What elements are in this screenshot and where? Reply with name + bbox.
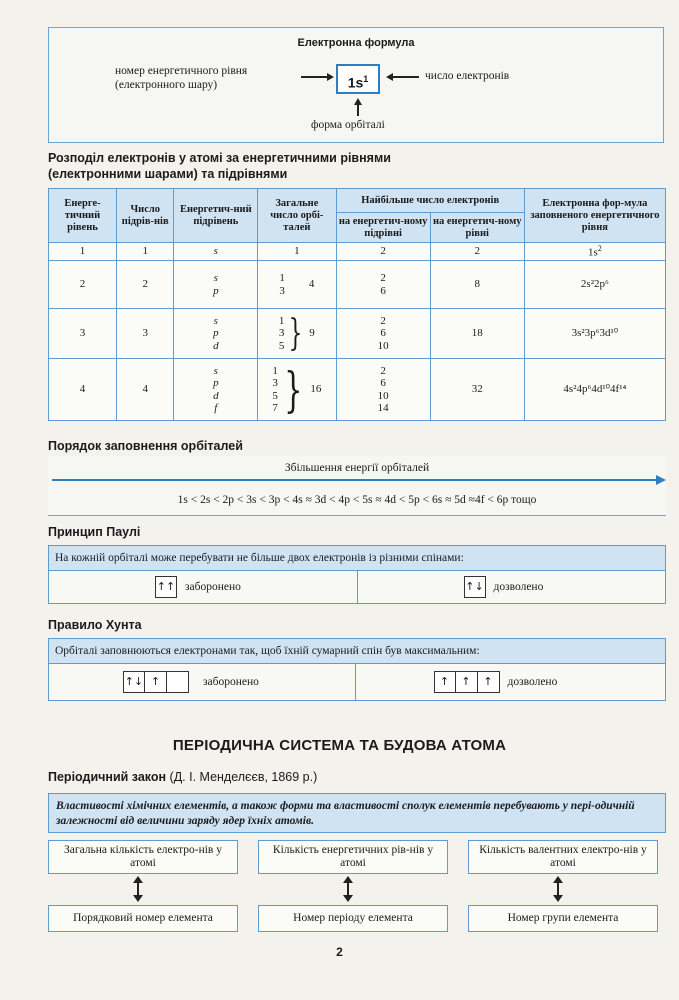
orbital-total: 9: [309, 327, 315, 340]
law-title: Періодичний закон: [48, 770, 167, 784]
header-orbitals: Загальне число орбі-талей: [258, 189, 336, 243]
config-formula: 4s²4p⁶4d¹⁰4f¹⁴: [563, 383, 627, 396]
orbital-counts: [272, 365, 278, 415]
electron-distribution-table: [48, 188, 666, 421]
link-bottom-group: Номер групи елемента: [468, 905, 658, 932]
level-cell: 1: [49, 243, 117, 261]
header-config: Електронна фор-мула заповненого енергетичного рівня: [524, 189, 665, 243]
config-formula: 3s²3p⁶3d¹⁰: [571, 327, 619, 340]
orbital-cell: ↑: [434, 671, 456, 693]
formula-level-label: [115, 64, 247, 92]
max-sublevel-cell: [336, 261, 430, 309]
orbital-cell: ↑: [145, 671, 167, 693]
orbital-counts: [279, 272, 285, 297]
header-sublevel-count: Число підрів-нів: [116, 189, 174, 243]
header-max-electrons: Найбільше число електронів: [336, 189, 524, 213]
link-top-levels: Кількість енергетичних рів-нів у атомі: [258, 840, 448, 874]
orbital-count: 5: [272, 389, 278, 402]
energy-sequence: 1s < 2s < 2p < 3s < 3p < 4s ≈ 3d < 4p < 5s ≈ 4d < 5p < 6s ≈ 5d ≈4f < 6p тощо: [177, 494, 537, 506]
header-level: Енерге-тичний рівень: [49, 189, 117, 243]
config-cell: [524, 261, 665, 309]
header-max-level: на енергетич-ному рівні: [430, 213, 524, 243]
max-electrons-sublevel: 6: [380, 377, 386, 389]
max-electrons-sublevel: 10: [377, 339, 389, 352]
orbital-cell: [167, 671, 189, 693]
max-level-cell: 18: [430, 309, 524, 359]
level-cell: 3: [49, 309, 117, 359]
hund-allowed: [355, 664, 666, 700]
orbital-diagram: [155, 576, 177, 598]
max-sublevel-cell: [336, 309, 430, 359]
max-electrons-sublevel: 2: [380, 245, 386, 258]
hund-forbidden: [49, 664, 355, 700]
energy-arrow-line: [52, 479, 658, 481]
max-sublevel-cell: [336, 243, 430, 261]
orbital-count: 5: [278, 339, 285, 352]
orbital-diagram: [434, 671, 500, 693]
orbital-count: 3: [278, 327, 285, 340]
header-max-sublevel: на енергетич-ному підрівні: [336, 213, 430, 243]
double-arrow-icon: [137, 881, 139, 897]
orbital-cell: ↑↑: [155, 576, 177, 598]
electron-formula-box: [48, 27, 664, 143]
orbital-count: 1: [279, 272, 285, 284]
orbital-cell: ↑: [456, 671, 478, 693]
sublevel-symbol: p: [213, 327, 219, 340]
sublevel-cell: [174, 309, 258, 359]
sublevel-symbol: s: [213, 364, 218, 377]
orbitals-cell: [258, 309, 336, 359]
brace-icon: }: [288, 312, 303, 354]
level-cell: 4: [49, 359, 117, 421]
formula-example-main: 1s: [347, 74, 364, 91]
orbitals-cell: [258, 359, 336, 421]
config-cell: [524, 309, 665, 359]
sublevel-symbol: s: [213, 314, 218, 327]
pauli-allowed: [357, 571, 666, 603]
table-row: [49, 261, 666, 309]
formula-electron-count-label: число електронів: [425, 70, 510, 82]
config-sup: 2: [597, 244, 602, 254]
max-electrons-sublevel: 14: [377, 402, 389, 414]
distribution-heading: [48, 150, 391, 182]
double-arrow-icon: [557, 881, 559, 897]
law-heading: [48, 770, 317, 784]
orbital-diagram: [123, 671, 189, 693]
arrow-left-icon: [386, 73, 393, 81]
sublevel-symbol: s: [213, 245, 218, 258]
sublevel-count-cell: 1: [116, 243, 174, 261]
sublevel-symbol: p: [213, 284, 219, 297]
pauli-heading: Принцип Паулі: [48, 525, 141, 539]
max-electrons-sublevel: 2: [380, 364, 386, 377]
max-electrons-sublevel: 2: [380, 272, 386, 284]
sublevel-symbol: s: [213, 272, 218, 284]
orbital-count: 3: [279, 284, 285, 297]
sublevel-symbol: f: [214, 402, 218, 414]
orbital-count: 1: [278, 314, 285, 327]
double-arrow-icon: [347, 881, 349, 897]
allowed-label: дозволено: [507, 676, 558, 688]
orbitals-cell: [258, 243, 336, 261]
divider: [48, 515, 666, 516]
arrow-right-icon: [327, 73, 334, 81]
allowed-label: дозволено: [493, 581, 544, 593]
table-row: [49, 309, 666, 359]
sublevel-count-cell: 2: [116, 261, 174, 309]
config-cell: [524, 243, 665, 261]
formula-level-label-line2: (електронного шару): [115, 79, 218, 91]
orbital-counts: [279, 315, 285, 353]
link-bottom-period: Номер періоду елемента: [258, 905, 448, 932]
orbital-total: 4: [308, 278, 315, 291]
link-bottom-atomic-number: Порядковий номер елемента: [48, 905, 238, 932]
hund-box: [48, 638, 666, 701]
sublevel-count-cell: 3: [116, 309, 174, 359]
sublevel-symbol: d: [213, 389, 219, 402]
energy-arrow-label: Збільшення енергії орбіталей: [284, 462, 430, 474]
brace-icon: }: [283, 361, 303, 418]
orbital-cell: ↑↓: [123, 671, 145, 693]
forbidden-label: заборонено: [185, 581, 241, 593]
orbital-count: 1: [294, 245, 300, 258]
sublevel-cell: [174, 359, 258, 421]
law-text: Властивості хімічних елементів, а також форми та властивості сполук елементів перебувають у пері-одичній залежності від величини заряду ядер їхніх атомів.: [48, 793, 666, 833]
pauli-box: [48, 545, 666, 604]
formula-example: [336, 64, 380, 94]
table-row: [49, 243, 666, 261]
orbital-count: 1: [272, 364, 278, 377]
max-electrons-sublevel: 6: [380, 327, 386, 340]
orbital-count: 3: [272, 377, 278, 389]
formula-orbital-shape-label: форма орбіталі: [311, 119, 385, 131]
max-level-cell: 2: [430, 243, 524, 261]
filling-heading: Порядок заповнення орбіталей: [48, 439, 243, 453]
header-sublevel: Енергетич-ний підрівень: [174, 189, 258, 243]
section-title: ПЕРІОДИЧНА СИСТЕМА ТА БУДОВА АТОМА: [172, 737, 507, 754]
formula-level-label-line1: номер енергетичного рівня: [115, 65, 248, 77]
orbital-total: 16: [310, 383, 322, 396]
link-top-valence: Кількість валентних електро-нів у атомі: [468, 840, 658, 874]
hund-examples: [49, 664, 665, 700]
formula-example-sup: 1: [363, 74, 369, 84]
formula-title: Електронна формула: [297, 37, 415, 49]
max-sublevel-cell: [336, 359, 430, 421]
pauli-text: На кожній орбіталі може перебувати не більше двох електронів із різними спінами:: [49, 546, 665, 571]
energy-order-box: [48, 456, 666, 516]
pauli-examples: [49, 571, 665, 603]
max-level-cell: 32: [430, 359, 524, 421]
level-cell: 2: [49, 261, 117, 309]
orbital-cell: ↑: [478, 671, 500, 693]
arrow-line: [357, 104, 359, 116]
hund-text: Орбіталі заповнюються електронами так, щоб їхній сумарний спін був максимальним:: [49, 639, 665, 664]
config-formula: 2s²2p⁶: [580, 278, 609, 291]
max-electrons-sublevel: 2: [380, 314, 386, 327]
config-cell: [524, 359, 665, 421]
arrow-right-icon: [656, 475, 666, 485]
sublevel-symbol: p: [213, 377, 219, 389]
max-electrons-sublevel: 6: [380, 284, 386, 297]
config-formula: 1s: [588, 247, 598, 260]
max-electrons-sublevel: 10: [377, 389, 389, 402]
max-level-cell: 8: [430, 261, 524, 309]
link-top-electrons: Загальна кількість електро-нів у атомі: [48, 840, 238, 874]
sublevel-symbol: d: [213, 339, 219, 352]
arrow-line: [393, 76, 419, 78]
arrow-line: [301, 76, 327, 78]
hund-heading: Правило Хунта: [48, 618, 142, 632]
sublevel-cell: [174, 261, 258, 309]
orbital-cell: ↑↓: [464, 576, 486, 598]
forbidden-label: заборонено: [203, 676, 259, 688]
orbital-counts: [294, 245, 300, 258]
page-number: 2: [336, 945, 343, 959]
distribution-heading-line1: Розподіл електронів у атомі за енергетичними рівнями: [48, 151, 391, 165]
law-source: (Д. І. Менделєєв, 1869 р.): [166, 770, 318, 784]
orbitals-cell: [258, 261, 336, 309]
orbital-diagram: [464, 576, 486, 598]
sublevel-cell: [174, 243, 258, 261]
orbital-count: 7: [272, 402, 278, 414]
pauli-forbidden: [49, 571, 357, 603]
table-row: [49, 359, 666, 421]
distribution-heading-line2: (електронними шарами) та підрівнями: [48, 167, 288, 181]
sublevel-count-cell: 4: [116, 359, 174, 421]
